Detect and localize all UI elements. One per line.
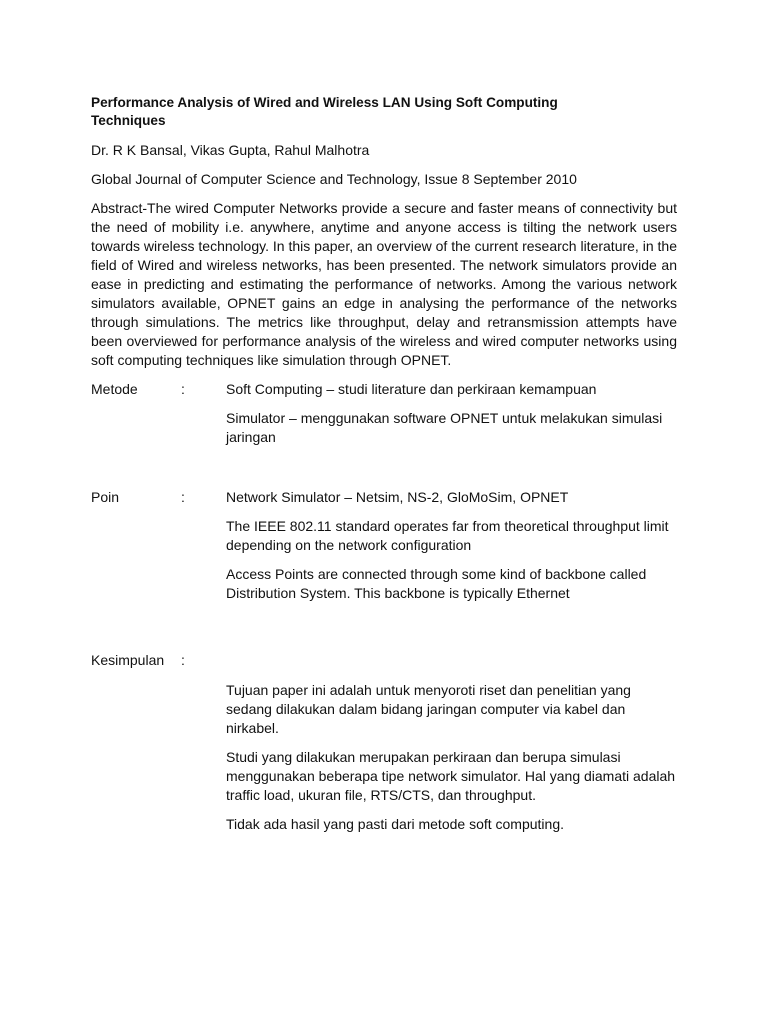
section-poin-colon: : [181, 489, 185, 505]
document-content [91, 94, 677, 844]
section-metode-colon: : [181, 381, 185, 397]
paper-journal: Global Journal of Computer Science and Technology, Issue 8 September 2010 [91, 171, 577, 187]
section-metode [91, 380, 677, 447]
paper-title-line-1: Performance Analysis of Wired and Wireless LAN Using Soft Computing [91, 95, 558, 110]
section-metode-label: Metode [91, 381, 138, 397]
poin-item-3: Access Points are connected through some kind of backbone called Distribution System. This backbone is typically Ethernet [226, 566, 647, 601]
kesimpulan-item-3: Tidak ada hasil yang pasti dari metode soft computing. [226, 816, 565, 832]
metode-item-2: Simulator – menggunakan software OPNET untuk melakukan simulasi jaringan [226, 410, 663, 445]
spacer [91, 613, 677, 651]
section-poin [91, 488, 677, 603]
paper-title-line-2: Techniques [91, 113, 166, 128]
kesimpulan-item-2: Studi yang dilakukan merupakan perkiraan dan berupa simulasi menggunakan beberapa tipe network simulator. Hal yang diamati adalah traffic load, ukuran file, RTS/CTS, dan throughput. [226, 749, 676, 803]
section-kesimpulan-label: Kesimpulan [91, 652, 165, 668]
paper-abstract: Abstract-The wired Computer Networks provide a secure and faster means of connectivity but the need of mobility i.e. anywhere, anytime and anyone access is tilting the network users towards wireless technology. In this paper, an overview of the current research literature, in the field of Wired and wireless networks, has been presented. The network simulators provide an ease in predicting and estimating the performance of networks. Among the various network simulators available, OPNET gains an edge in analysing the performance of the networks through simulations. The metrics like throughput, delay and retransmission attempts have been overviewed for performance analysis of the wireless and wired computer networks using soft computing techniques like simulation through OPNET. [91, 200, 677, 368]
spacer [91, 457, 677, 488]
section-kesimpulan-colon: : [181, 652, 185, 668]
poin-item-2: The IEEE 802.11 standard operates far from theoretical throughput limit depending on the network configuration [226, 518, 669, 553]
section-metode-body [226, 380, 677, 447]
kesimpulan-item-1: Tujuan paper ini adalah untuk menyoroti riset dan penelitian yang sedang dilakukan dalam bidang jaringan computer via kabel dan nirkabel. [226, 682, 631, 736]
section-poin-label: Poin [91, 489, 120, 505]
paper-authors: Dr. R K Bansal, Vikas Gupta, Rahul Malhotra [91, 142, 370, 158]
metode-item-1: Soft Computing – studi literature dan perkiraan kemampuan [226, 381, 597, 397]
section-kesimpulan-body [226, 681, 677, 834]
section-kesimpulan-header [91, 651, 677, 681]
poin-item-1: Network Simulator – Netsim, NS-2, GloMoSim, OPNET [226, 489, 569, 505]
paper-title [91, 94, 677, 130]
section-poin-body [226, 488, 677, 603]
